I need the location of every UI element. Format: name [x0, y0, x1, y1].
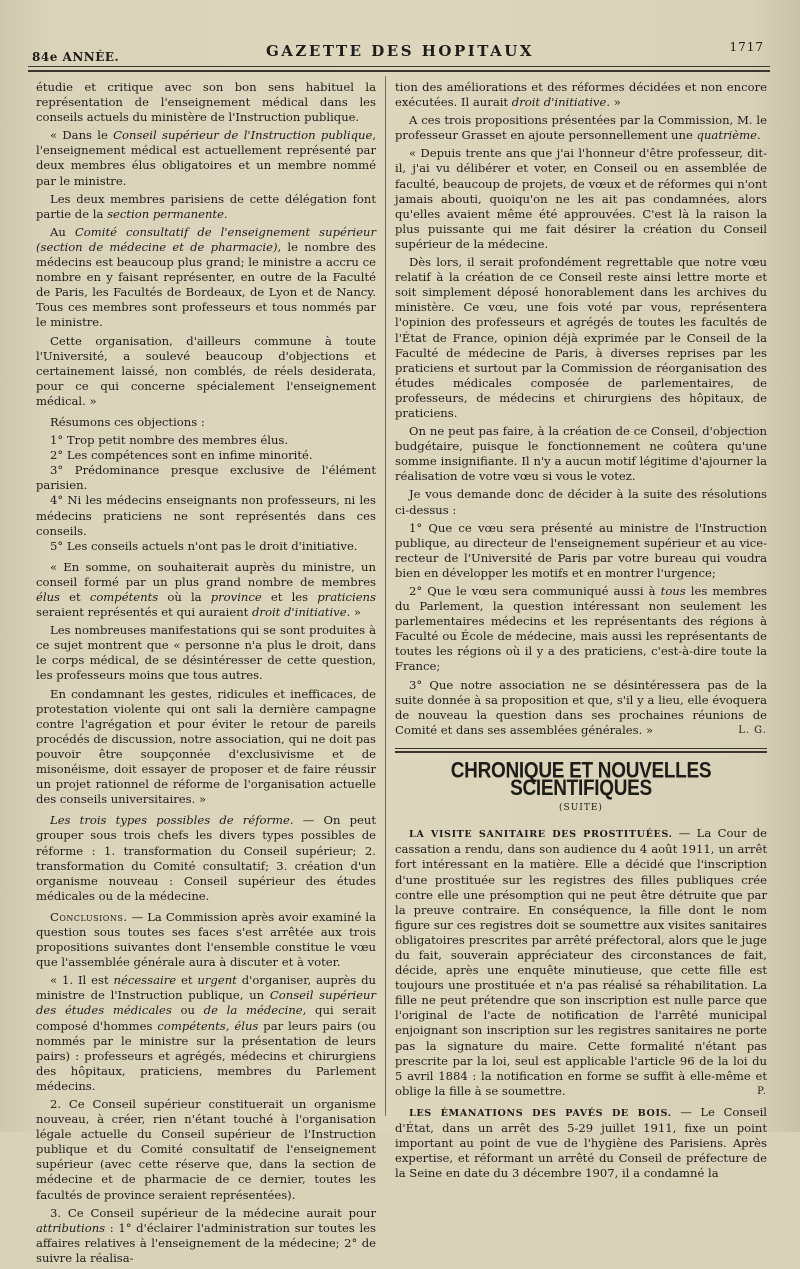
page-header	[30, 34, 770, 64]
year-label: 84e ANNÉE.	[32, 50, 120, 64]
page-number: 1717	[729, 40, 764, 54]
paragraph: 2. Ce Conseil supérieur constituerait un organisme nouveau, à créer, rien n'étant touché à l'organisation légale actuelle du Conseil supérieur de l'Instruction publique et du Comité consultatif de l'enseignement supérieur (avec cette réserve que, dans la section de médecine et de pharmacie de ce dernier, toutes les facultés de province seraient représentées).	[36, 1097, 376, 1202]
section-rule-thick	[395, 751, 767, 753]
paragraph: En condamnant les gestes, ridicules et inefficaces, de protestation violente qui ont sali la dernière campagne contre l'agrégation et pour éviter le retour de pareils procédés de discussion, notre association, qui ne doit pas pouvoir être soupçonnée d'exclusivisme et de misonéisme, doit essayer de proposer et de faire réussir un projet rationnel de réforme de l'organisation actuelle des conseils universitaires. »	[36, 686, 376, 807]
right-column	[395, 80, 767, 1184]
section-subtitle: (SUITE)	[559, 803, 603, 814]
paragraph: 2° Que le vœu sera communiqué aussi à tous les membres du Parlement, la question intéressant non seulement les parlementaires médecins et les représentants des régions à Faculté ou École de médecine, mais aussi les représentants de toutes les régions où il y a des praticiens, c'est-à-dire toute la France;	[395, 584, 768, 674]
paragraph: Conclusions. — La Commission après avoir examiné la question sous toutes ses faces s'est arrêtée aux trois propositions suivantes dont l'ensemble constitue le vœu que l'assemblée générale aura à discuter et à voter.	[36, 909, 376, 970]
signature: P.	[757, 1085, 767, 1097]
header-rule-thin	[28, 66, 770, 67]
section-rule-thin	[395, 748, 767, 749]
paragraph: Dès lors, il serait profondément regrettable que notre vœu relatif à la création de ce Conseil reste ainsi lettre morte et soit simplement déposé honorablement dans les archives du ministère. Ce vœu, une fois voté par vous, représentera l'opinion des professeurs et agrégés de toutes les facultés de l'État de France, opinion déjà exprimée par le Conseil de la Faculté de médecine de Paris, à diverses reprises par les praticiens et surtout par la Commission de réorganisation des études médicales composée de parlementaires, de professeurs, de médecins et chirurgiens des hôpitaux, de praticiens.	[395, 255, 767, 420]
paragraph: « Dans le Conseil supérieur de l'Instruction publique, l'enseignement médical est actuellement représenté par deux membres élus obligatoires et un membre nommé par le ministre.	[36, 128, 377, 188]
paragraph: On ne peut pas faire, à la création de ce Conseil, d'objection budgétaire, puisque le fonctionnement ne coûtera qu'une somme insignifiante. Il n'y a aucun motif légitime d'ajourner la réalisation de votre vœu si vous le votez.	[395, 424, 767, 484]
masthead-title: GAZETTE DES HOPITAUX	[265, 42, 534, 60]
paragraph: Les trois types possibles de réforme. — On peut grouper sous trois chefs les divers types possibles de réforme : 1. transformation du Conseil supérieur; 2. transformation du Comité consultatif; 3. création d'un organisme nouveau : Conseil supérieur des études médicales ou de la médecine.	[36, 813, 376, 903]
left-column	[36, 80, 376, 1269]
list-item: 5° Les conseils actuels n'ont pas le droit d'initiative.	[50, 538, 358, 553]
news-item: LA VISITE SANITAIRE DES PROSTITUÉES. — La Cour de cassation a rendu, dans son audience du 4 août 1911, un arrêt fort intéressant en la matière. Elle a décidé que l'inscription d'une prostituée sur les registres des filles publiques crée contre elle une présomption qui ne peut être détruite que par la preuve contraire. En conséquence, la fille dont le nom figure sur ces registres doit se soumettre aux visites sanitaires obligatoires prescrites par arrêté préfectoral, alors que le juge du fait, souverain appréciateur des circonstances de fait, décide, après une enquête minutieuse, que cette fille est toujours une prostituée et n'a pas réalisé sa réhabilitation. La fille ne peut prétendre que son inscription est nulle parce que l'original de l'acte de notification de l'arrêté municipal enjoignant son inscription sur les registres sanitaires ne porte pas la signature du maire. Cette formalité n'étant pas prescrite par la loi, seul est applicable l'article 96 de la loi du 5 avril 1884 : la notification en forme se suffit à elle-même et oblige la fille à se soumettre. P.	[395, 826, 767, 1098]
paragraph: Les deux membres parisiens de cette délégation font partie de la section permanente.	[36, 191, 376, 221]
paragraph: 3° Que notre association ne se désintéressera pas de la suite donnée à sa proposition et que, s'il y a lieu, elle évoquera de nouveau la question dans ses prochaines réunions de Comité et dans ses assemblées générales. » L. G.	[395, 677, 767, 737]
paragraph: 3. Ce Conseil supérieur de la médecine aurait pour attributions : 1° d'éclairer l'administration sur toutes les affaires relatives à l'enseignement de la médecine; 2° de suivre la réalisa-	[36, 1205, 376, 1265]
paragraph: Les nombreuses manifestations qui se sont produites à ce sujet montrent que « personne n'a plus le droit, dans le corps médical, de se désintéresser de cette question, les professeurs moins que tous autres.	[36, 623, 376, 683]
paragraph: « En somme, on souhaiterait auprès du ministre, un conseil formé par un plus grand nombre de membres élus et compétents où la province et les praticiens seraient représentés et qui auraient droit d'initiative. »	[36, 559, 376, 620]
list-item: 2° Les compétences sont en infime minorité.	[50, 448, 313, 463]
news-item: LES ÉMANATIONS DES PAVÉS DE BOIS. — Le Conseil d'État, dans un arrêt des 5-29 juillet 1911, fixe un point important au point de vue de l'hygiène des Parisiens. Après expertise, et réformant un arrêté du Conseil de préfecture de la Seine en date du 3 décembre 1907, il a condamné la	[395, 1104, 767, 1181]
paragraph: tion des améliorations et des réformes décidées et non encore exécutées. Il aurait droit d'initiative. »	[395, 80, 767, 110]
header-rule-thick	[28, 70, 770, 72]
paragraph: 1° Que ce vœu sera présenté au ministre de l'Instruction publique, au directeur de l'enseignement supérieur et au vice-recteur de l'Université de Paris par votre bureau qui voudra bien en développer les motifs et en montrer l'urgence;	[395, 520, 767, 580]
paragraph: Cette organisation, d'ailleurs commune à toute l'Université, a soulevé beaucoup d'objections et certainement laissé, non comblés, de réels desiderata, pour ce qui concerne spécialement l'enseignement médical. »	[36, 333, 376, 408]
section-title: CHRONIQUE ET NOUVELLES SCIENTIFIQUES	[450, 759, 712, 801]
paragraph: Résumons ces objections :	[50, 414, 205, 429]
paragraph: Je vous demande donc de décider à la suite des résolutions ci-dessus :	[395, 487, 767, 517]
list-item: 1° Trop petit nombre des membres élus.	[50, 433, 289, 448]
paragraph: A ces trois propositions présentées par la Commission, M. le professeur Grasset en ajoute personnellement une quatrième.	[395, 113, 767, 143]
list-item: 3° Prédominance presque exclusive de l'élément parisien.	[36, 463, 376, 493]
list-item: 4° Ni les médecins enseignants non professeurs, ni les médecins praticiens ne sont représentés dans ces conseils.	[36, 493, 376, 538]
news-rubric: LA VISITE SANITAIRE DES PROSTITUÉES.	[409, 829, 673, 841]
paragraph: « 1. Il est nécessaire et urgent d'organiser, auprès du ministre de l'Instruction publique, un Conseil supérieur des études médicales ou de la médecine, qui serait composé d'hommes compétents, élus par leurs pairs (ou nommés par le ministre sur la présentation de leurs pairs) : professeurs et agrégés, médecins et chirurgiens des hôpitaux, praticiens, membres du Parlement médecins.	[36, 973, 376, 1093]
paragraph: étudie et critique avec son bon sens habituel la représentation de l'enseignement médical dans les conseils actuels du ministère de l'Instruction publique.	[36, 80, 376, 125]
paragraph: « Depuis trente ans que j'ai l'honneur d'être professeur, dit-il, j'ai vu délibérer et voter, en Conseil ou en assemblée de faculté, beaucoup de projets, de vœux et de réformes qui n'ont jamais abouti, quoiqu'on ne les ait pas condamnées, alors qu'elles avaient même été approuvées. C'est là la raison la plus puissante qui me fait désirer la création du Conseil supérieur de la médecine.	[395, 146, 767, 251]
column-divider	[385, 76, 386, 1116]
signature: L. G.	[738, 724, 767, 736]
paragraph: Au Comité consultatif de l'enseignement supérieur (section de médecine et de pharmacie), le nombre des médecins est beaucoup plus grand; le ministre a accru ce nombre en y faisant représenter, en outre de la Faculté de Paris, les Facultés de Bordeaux, de Lyon et de Nancy. Tous ces membres sont professeurs et tous nommés par le ministre.	[36, 224, 377, 330]
news-rubric: LES ÉMANATIONS DES PAVÉS DE BOIS.	[409, 1107, 672, 1119]
